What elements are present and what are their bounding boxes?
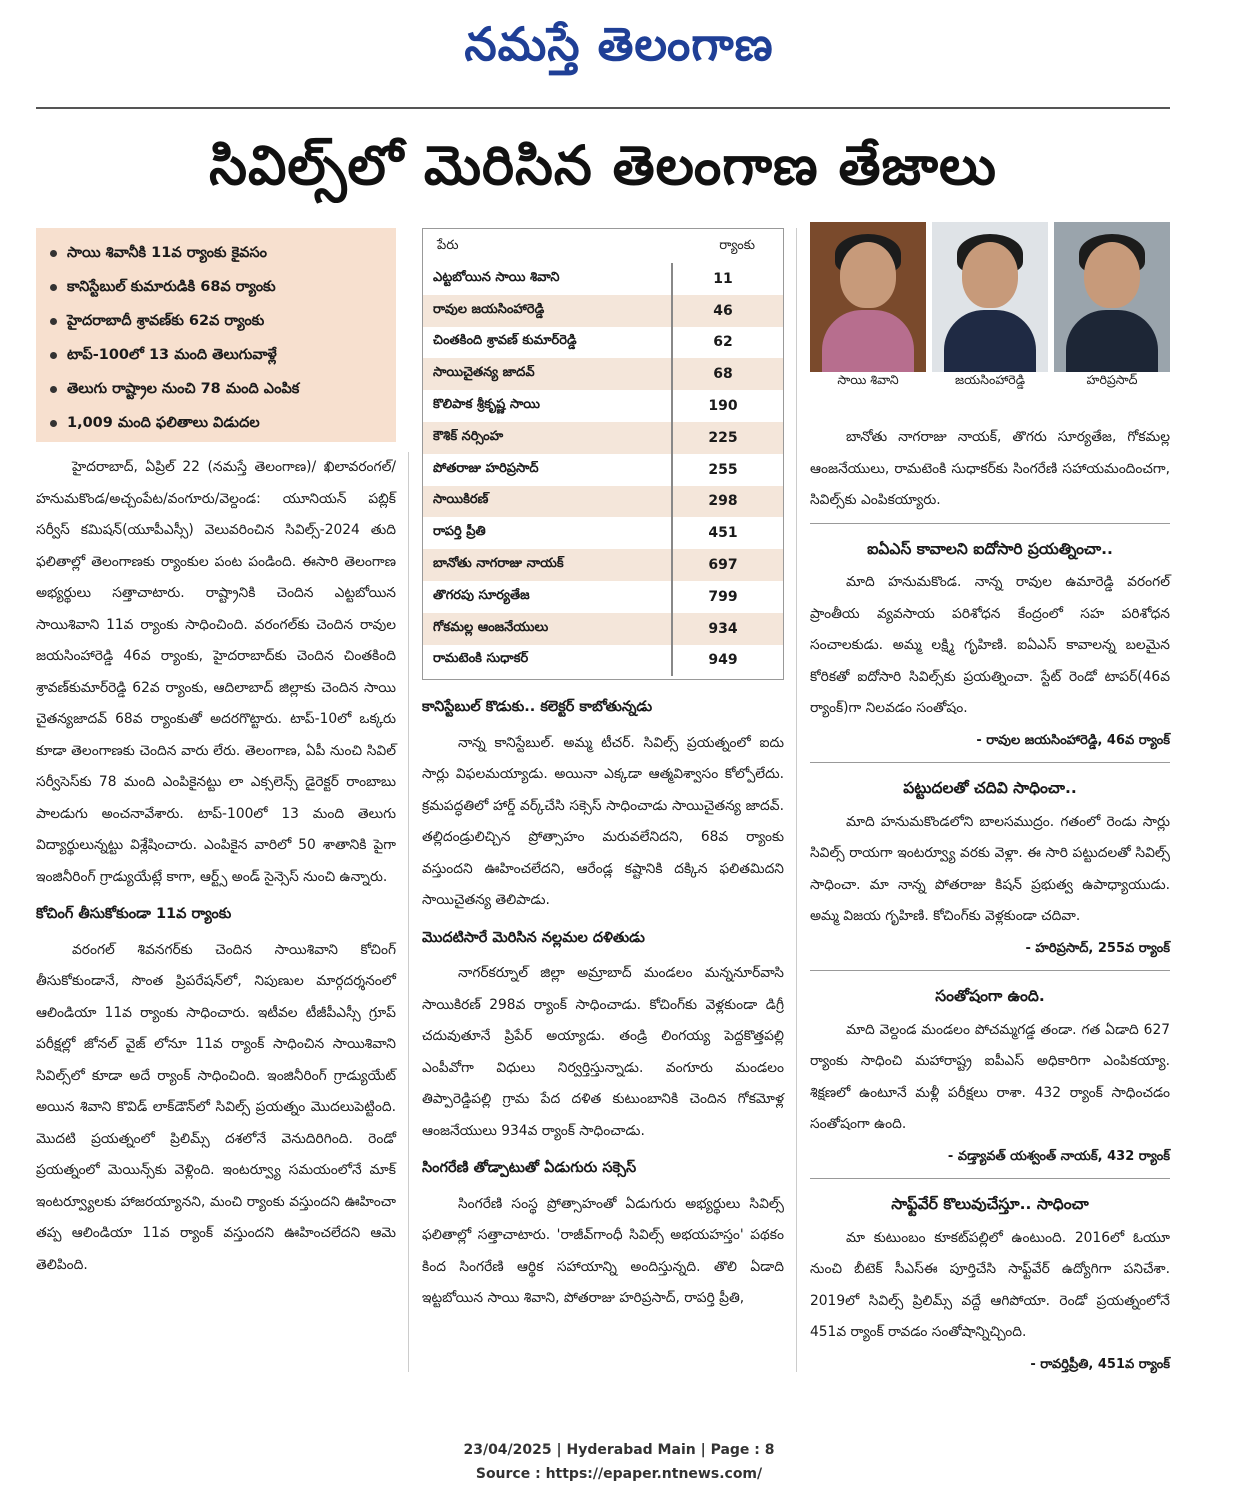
rank-table-rank: 68 — [671, 358, 773, 390]
highlight-item: టాప్-100లో 13 మంది తెలుగువాళ్లే — [50, 338, 386, 372]
headline: సివిల్స్‌లో మెరిసిన తెలంగాణ తేజాలు — [209, 134, 997, 197]
byline: - రావర్తిప్రీతి, 451వ ర్యాంక్ — [1030, 1356, 1170, 1372]
rank-table-row — [423, 263, 783, 295]
subheading: సంతోషంగా ఉంది. — [935, 987, 1045, 1005]
article-paragraph: వరంగల్ శివనగర్‌కు చెందిన సాయిశివాని కోచింగ్ తీసుకోకుండానే, సొంత ప్రిపరేషన్‌లో, నిపుణుల మార్గదర్శనంలో ఆలిండియా 11వ ర్యాంకు సాధించారు. ఇటీవల టీజీపీఎస్సీ గ్రూప్ పరీక్షల్లో జోనల్ వైజ్ లోనూ 11వ ర్యాంక్ సాధించిన సాయిశివాని సివిల్స్‌లో కూడా అదే ర్యాంక్ సాధించింది. ఇంజినీరింగ్ గ్రాడ్యుయేట్ అయిన శివాని కొవిడ్ లాక్‌డౌన్‌లో సివిల్స్ ప్రయత్నం మొదలుపెట్టింది. మొదటి ప్రయత్నంలో ప్రిలిమ్స్ దశలోనే వెనుదిరిగింది. రెండో ప్రయత్నంలో మెయిన్స్‌కు వెళ్లింది. ఇంటర్వ్యూ సమయంలోనే మాక్ ఇంటర్వ్యూలకు హాజరయ్యానని, మంచి ర్యాంకు వస్తుందని ఊహించా తప్ప ఆలిండియా 11వ ర్యాంక్ వస్తుందని ఊహించలేదని ఆమె తెలిపింది. — [36, 941, 396, 1273]
column-2 — [422, 686, 784, 1315]
photo-caption: సాయి శివాని — [837, 372, 899, 387]
rank-table-name: తొగరపు సూర్యతేజ — [433, 587, 530, 603]
subheading: మొదటిసారే మెరిసిన నల్లమల దళితుడు — [422, 929, 645, 946]
rank-table-rank: 799 — [671, 581, 773, 613]
article-paragraph: హైదరాబాద్, ఏప్రిల్ 22 (నమస్తే తెలంగాణ)/ ఖిలావరంగల్/హనుమకొండ/అచ్చంపేట/వంగూరు/వెల్దండ: యూనియన్ పబ్లిక్ సర్వీస్ కమిషన్(యూపీఎస్సీ) వెలువరించిన సివిల్స్-2024 తుది ఫలితాల్లో తెలంగాణకు ర్యాంకుల పంట పండింది. ఈసారి తెలంగాణ అభ్యర్థులు సత్తాచాటారు. రాష్ట్రానికి చెందిన ఎట్టబోయిన సాయిశివాని 11వ ర్యాంకు సాధించింది. వరంగల్‌కు చెందిన రావుల జయసింహారెడ్డి 46వ ర్యాంకు, హైదరాబాద్‌కు చెందిన చింతకింది శ్రావణ్‌కుమార్‌రెడ్డి 62వ ర్యాంకు, ఆదిలాబాద్ జిల్లాకు చెందిన సాయి చైతన్యజాదవ్ 68వ ర్యాంకుతో అదరగొట్టారు. టాప్-10లో ఒక్కరు కూడా తెలంగాణకు చెందిన వారు లేరు. తెలంగాణ, ఏపీ నుంచి సివిల్ సర్వీసెస్‌కు 78 మంది ఎంపికైనట్టు లా ఎక్సలెన్స్ డైరెక్టర్ రాంబాబు పాలడుగు అంచనావేశారు. టాప్-100లో 13 మంది తెలుగు విద్యార్థులున్నట్టు విశ్లేషించారు. ఎంపికైన వారిలో 50 శాతానికి పైగా ఇంజినీరింగ్ గ్రాడ్యుయేట్లే కాగా, ఆర్ట్స్ అండ్ సైన్సెస్ నుంచి ఉన్నారు. — [36, 459, 396, 885]
rank-table-row — [423, 295, 783, 327]
subheading: సాఫ్ట్‌వేర్ కొలువుచేస్తూ.. సాధించా — [891, 1195, 1089, 1213]
subheading: కానిస్టేబుల్ కొడుకు.. కలెక్టర్ కాబోతున్నడు — [422, 699, 653, 715]
subheading: పట్టుదలతో చదివి సాధించా.. — [903, 779, 1077, 797]
rank-table-rank: 949 — [671, 645, 773, 677]
rank-table-row — [423, 454, 783, 486]
rank-table-rank: 62 — [671, 327, 773, 359]
rank-table-name: ఎట్టబోయిన సాయి శివాని — [433, 269, 560, 285]
rank-table-row — [423, 486, 783, 518]
rank-table-name: కొలిపాక శ్రీకృష్ణ సాయి — [433, 397, 540, 413]
rank-table-row — [423, 549, 783, 581]
rank-table-rank: 190 — [671, 390, 773, 422]
rank-table-name: కౌశిక్ నర్సింహ — [433, 428, 504, 444]
rank-table-rank: 11 — [671, 263, 773, 295]
highlight-item: హైదరాబాదీ శ్రావణ్‌కు 62వ ర్యాంకు — [50, 304, 386, 338]
subheading: సింగరేణి తోడ్పాటుతో ఏడుగురు సక్సెస్ — [422, 1160, 637, 1176]
rank-table-row — [423, 517, 783, 549]
rank-table-header — [423, 229, 783, 263]
rank-table-name: చింతకింది శ్రావణ్ కుమార్‌రెడ్డి — [433, 333, 577, 349]
rank-table-row — [423, 613, 783, 645]
rank-table-rank: 225 — [671, 422, 773, 454]
masthead: నమస్తే తెలంగాణ — [464, 17, 774, 71]
rank-table-rank: 934 — [671, 613, 773, 645]
rank-table-rank: 697 — [671, 549, 773, 581]
photo-caption: హరిప్రసాద్ — [1086, 372, 1138, 387]
photo-jayasimha-reddy — [932, 222, 1048, 372]
rank-table-name: సాయికిరణ్ — [433, 492, 489, 508]
byline: - రావుల జయసింహారెడ్డి, 46వ ర్యాంక్ — [976, 732, 1170, 748]
rank-table-row — [423, 581, 783, 613]
column-3 — [810, 422, 1170, 1380]
photo-hariprasad — [1054, 222, 1170, 372]
rank-table-col-name: పేరు — [437, 238, 459, 253]
rank-table-rank: 46 — [671, 295, 773, 327]
photo-caption: జయసింహారెడ్డి — [955, 372, 1025, 387]
highlight-item: తెలుగు రాష్ట్రాల నుంచి 78 మంది ఎంపిక — [50, 372, 386, 406]
rank-table-col-rank: ర్యాంకు — [719, 238, 755, 253]
rank-table-rank: 255 — [671, 454, 773, 486]
rank-table-rank: 298 — [671, 486, 773, 518]
photo-sai-shivani — [810, 222, 926, 372]
rank-table-row — [423, 327, 783, 359]
highlight-item: సాయి శివానీకి 11వ ర్యాంకు కైవసం — [50, 236, 386, 270]
rank-table-name: గోకమల్ల ఆంజనేయులు — [433, 619, 549, 635]
highlights-box — [36, 228, 396, 442]
rank-table-row — [423, 358, 783, 390]
article-paragraph: బానోతు నాగరాజు నాయక్, తొగరు సూర్యతేజ, గోకమల్ల ఆంజనేయులు, రామటెంకి సుధాకర్‌కు సింగరేణి సహాయమందించగా, సివిల్స్‌కు ఎంపికయ్యారు. — [810, 429, 1170, 508]
rank-table-name: రామటెంకి సుధాకర్ — [433, 651, 529, 667]
subheading: కోచింగ్ తీసుకోకుండా 11వ ర్యాంకు — [36, 906, 232, 922]
rank-table-name: సాయిచైతన్య జాదవ్ — [433, 365, 535, 381]
article-paragraph: నాన్న కానిస్టేబుల్. అమ్మ టీచర్. సివిల్స్ ప్రయత్నంలో ఐదు సార్లు విఫలమయ్యాడు. అయినా ఎక్కడా ఆత్మవిశ్వాసం కోల్పోలేదు. క్రమపద్ధతిలో హార్డ్ వర్క్‌చేసి సక్సెస్ సాధించాడు సాయిచైతన్య జాదవ్. తల్లిదండ్రులిచ్చిన ప్రోత్సాహం మరువలేనిదని, 68వ ర్యాంకు వస్తుందని ఊహించలేదని, ఆరేండ్ల కష్టానికి దక్కిన ఫలితమిదని సాయిచైతన్య తెలిపాడు. — [422, 734, 784, 908]
rank-table-name: బానోతు నాగరాజు నాయక్ — [433, 556, 564, 572]
masthead-rule — [36, 107, 1170, 109]
column-1 — [36, 452, 396, 1281]
highlight-item: 1,009 మంది ఫలితాలు విడుదల — [50, 406, 386, 440]
rank-table-name: రాపర్తి ప్రీతి — [433, 524, 486, 540]
rank-table-name: పోతరాజు హరిప్రసాద్ — [433, 460, 539, 476]
rank-table-row — [423, 422, 783, 454]
byline: - హరిప్రసాద్, 255వ ర్యాంక్ — [1025, 940, 1170, 956]
article-paragraph: నాగర్‌కర్నూల్ జిల్లా అమ్రాబాద్ మండలం మన్ననూర్‌వాసి సాయికిరణ్ 298వ ర్యాంక్ సాధించాడు. కోచింగ్‌కు వెళ్లకుండా డిగ్రీ చదువుతూనే ప్రిపేర్ అయ్యాడు. తండ్రి లింగయ్య పెద్దకొత్తపల్లి ఎంపీవోగా విధులు నిర్వర్తిస్తున్నాడు. వంగూరు మండలం తిప్పారెడ్డిపల్లి గ్రామ పేద దళిత కుటుంబానికి చెందిన గోకమోళ్ల ఆంజనేయులు 934వ ర్యాంక్ సాధించాడు. — [422, 965, 784, 1139]
rank-table-name: రావుల జయసింహారెడ్డి — [433, 301, 545, 317]
article-paragraph: మాది హనుమకొండలోని బాలసముద్రం. గతంలో రెండు సార్లు సివిల్స్ రాయగా ఇంటర్వ్యూ వరకు వెళ్లా. ఈ సారి పట్టుదలతో సివిల్స్ సాధించా. మా నాన్న పోతరాజు కిషన్ ప్రభుత్వ ఉపాధ్యాయుడు. అమ్మ విజయ గృహిణి. కోచింగ్‌కు వెళ్లకుండా చదివా. — [810, 813, 1170, 924]
highlight-item: కానిస్టేబుల్ కుమారుడికి 68వ ర్యాంకు — [50, 270, 386, 304]
article-paragraph: మా కుటుంబం కూకట్‌పల్లిలో ఉంటుంది. 2016లో ఓయూ నుంచి బీటెక్ సీఎస్‌ఈ పూర్తిచేసి సాఫ్ట్‌వేర్ ఉద్యోగిగా పనిచేశా. 2019లో సివిల్స్ ప్రిలిమ్స్ వద్దే ఆగిపోయా. రెండో ప్రయత్నంలోనే 451వ ర్యాంక్ రావడం సంతోషాన్నిచ్చింది. — [810, 1229, 1170, 1340]
subheading: ఐఏఎస్ కావాలని ఐదోసారి ప్రయత్నించా.. — [867, 539, 1113, 558]
footer-source: Source : https://epaper.ntnews.com/ — [475, 1466, 763, 1482]
article-paragraph: సింగరేణి సంస్థ ప్రోత్సాహంతో ఏడుగురు అభ్యర్థులు సివిల్స్ ఫలితాల్లో సత్తాచాటారు. 'రాజీవ్‌గాంధీ సివిల్స్ అభయహస్తం' పథకం కింద సింగరేణి ఆర్థిక సహాయాన్ని అందిస్తున్నది. తొలి ఏడాది ఇట్టబోయిన సాయి శివాని, పోతరాజు హరిప్రసాద్, రాపర్తి ప్రీతి, — [422, 1195, 784, 1306]
article-paragraph: మాది హనుమకొండ. నాన్న రావుల ఉమారెడ్డి వరంగల్ ప్రాంతీయ వ్యవసాయ పరిశోధన కేంద్రంలో సహ పరిశోధన సంచాలకుడు. అమ్మ లక్ష్మి గృహిణి. ఐఏఎస్ కావాలన్న బలమైన కోరికతో ఐదోసారి సివిల్స్‌కు ప్రయత్నించా. స్టేట్ రెండో టాపర్(46వ ర్యాంక్)గా నిలవడం సంతోషం. — [810, 574, 1170, 716]
rank-table-row — [423, 645, 783, 677]
footer-date-page: 23/04/2025 | Hyderabad Main | Page : 8 — [463, 1442, 775, 1458]
rank-table-rank: 451 — [671, 517, 773, 549]
rank-table — [422, 228, 784, 680]
article-paragraph: మాది వెల్దండ మండలం పోచమ్మగడ్డ తండా. గత ఏడాది 627 ర్యాంకు సాధించి మహారాష్ట్ర ఐపీఎస్ అధికారిగా ఎంపికయ్యా. శిక్షణలో ఉంటూనే మళ్లీ పరీక్షలు రాశా. 432 ర్యాంక్ సాధించడం సంతోషంగా ఉంది. — [810, 1021, 1170, 1132]
byline: - వడ్త్యావత్ యశ్వంత్ నాయక్, 432 ర్యాంక్ — [947, 1148, 1170, 1164]
rank-table-row — [423, 390, 783, 422]
